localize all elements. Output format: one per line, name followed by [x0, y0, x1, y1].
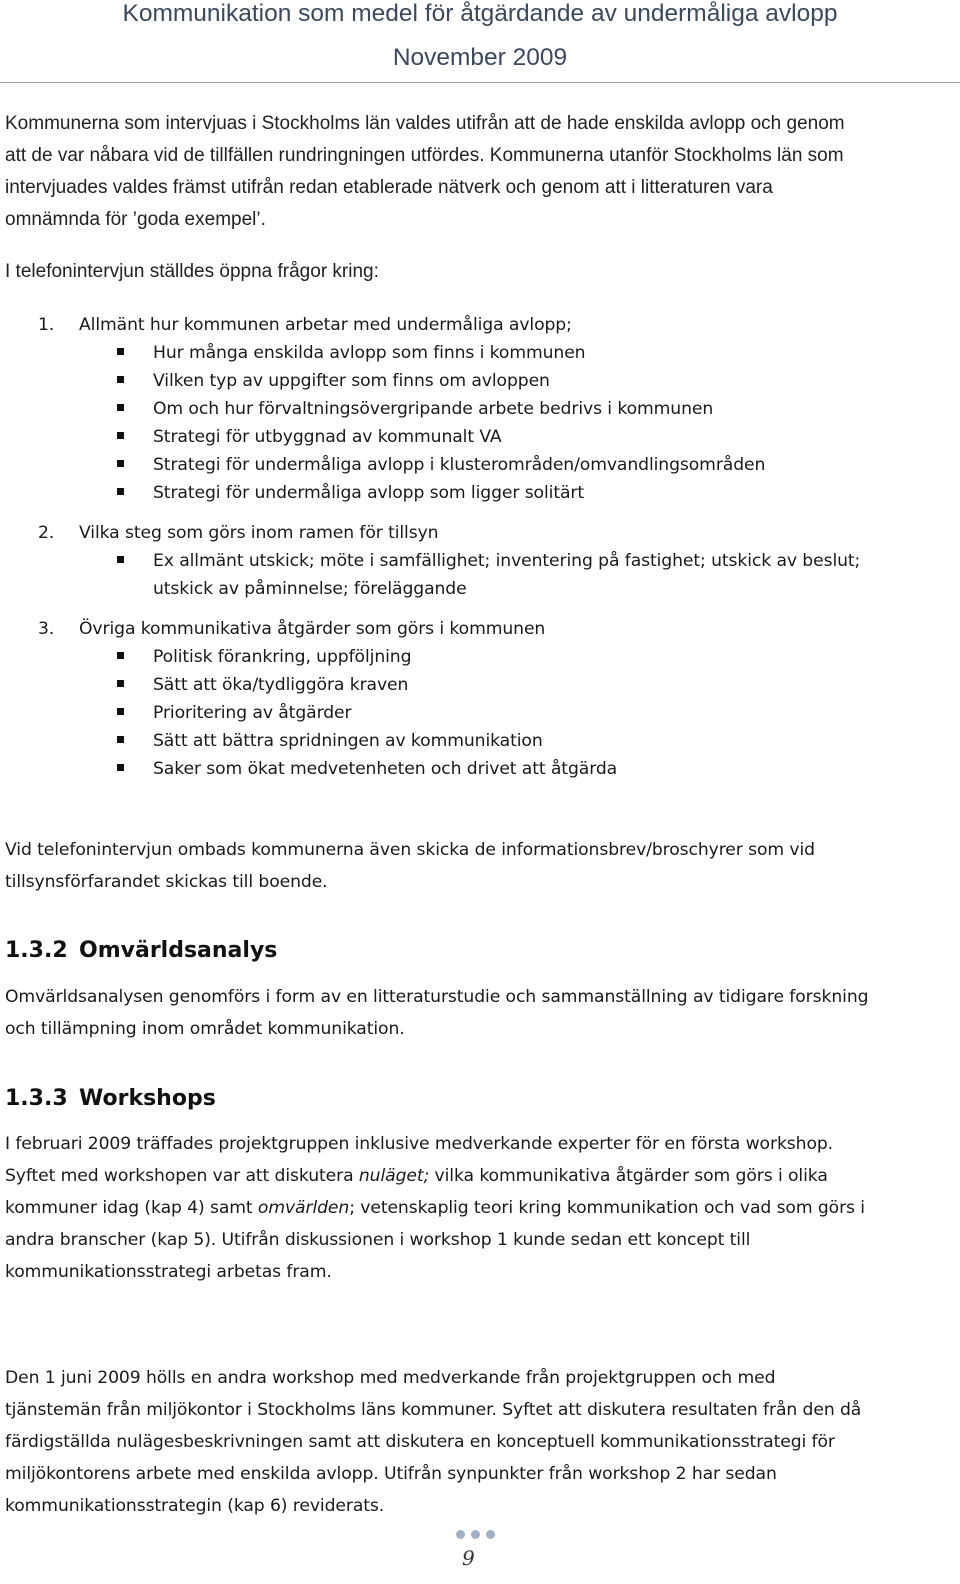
paragraph-line: färdigställda nulägesbeskrivningen samt att diskutera en konceptuell kommunikationsstrategi för: [5, 1432, 835, 1452]
paragraph-line: miljökontorens arbete med enskilda avlopp. Utifrån synpunkter från workshop 2 har sedan: [5, 1464, 777, 1484]
question-text: Övriga kommunikativa åtgärder som görs i kommunen: [79, 619, 546, 639]
paragraph-line: kommuner idag (kap 4) samt omvärlden; vetenskaplig teori kring kommunikation och vad som görs i: [5, 1198, 865, 1218]
section-number: 1.3.2: [5, 938, 68, 963]
section-title: Workshops: [79, 1086, 216, 1111]
footer-dot: [486, 1530, 495, 1539]
bullet-marker: [117, 680, 124, 687]
paragraph-line: I februari 2009 träffades projektgruppen inklusive medverkande experter för en första workshop.: [5, 1134, 834, 1154]
list-item: Strategi för utbyggnad av kommunalt VA: [153, 427, 502, 447]
paragraph-line: Den 1 juni 2009 hölls en andra workshop med medverkande från projektgruppen och med: [5, 1368, 776, 1388]
emphasis-nulaget: nuläget;: [358, 1166, 430, 1186]
paragraph-line: Syftet med workshopen var att diskutera nuläget; vilka kommunikativa åtgärder som görs i olika: [5, 1166, 828, 1186]
list-item-continuation: utskick av påminnelse; föreläggande: [153, 579, 467, 599]
list-item: Prioritering av åtgärder: [153, 703, 352, 723]
footer-dot: [456, 1530, 465, 1539]
footer-dots: [456, 1530, 495, 1539]
list-item: Vilken typ av uppgifter som finns om avloppen: [153, 371, 550, 391]
bullet-marker: [117, 460, 124, 467]
list-item: Strategi för undermåliga avlopp som ligger solitärt: [153, 483, 584, 503]
page-number: 9: [462, 1546, 475, 1570]
bullet-marker: [117, 404, 124, 411]
intro-line-2: att de var nåbara vid de tillfällen rundringningen utfördes. Kommunerna utanför Stockholms län som: [5, 145, 844, 166]
question-number: 1.: [38, 315, 55, 335]
intro-line-3: intervjuades valdes främst utifrån redan etablerade nätverk och genom att i litteraturen vara: [5, 177, 773, 198]
bullet-marker: [117, 556, 124, 563]
bullet-marker: [117, 652, 124, 659]
bullet-marker: [117, 764, 124, 771]
bullet-marker: [117, 432, 124, 439]
list-item: Saker som ökat medvetenheten och drivet att åtgärda: [153, 759, 618, 779]
question-text: Allmänt hur kommunen arbetar med undermåliga avlopp;: [79, 315, 572, 335]
paragraph-line: kommunikationsstrategin (kap 6) reviderats.: [5, 1496, 385, 1516]
questions-intro: I telefonintervjun ställdes öppna frågor kring:: [5, 261, 379, 282]
document-title: Kommunikation som medel för åtgärdande av undermåliga avlopp: [122, 0, 838, 27]
paragraph-line: Omvärldsanalysen genomförs i form av en litteraturstudie och sammanställning av tidigare forskning: [5, 987, 869, 1007]
list-item: Hur många enskilda avlopp som finns i kommunen: [153, 343, 586, 363]
section-number: 1.3.3: [5, 1086, 68, 1111]
bullet-marker: [117, 736, 124, 743]
paragraph-line: Vid telefonintervjun ombads kommunerna även skicka de informationsbrev/broschyrer som vid: [5, 840, 815, 860]
paragraph-line: och tillämpning inom området kommunikation.: [5, 1019, 405, 1039]
question-text: Vilka steg som görs inom ramen för tillsyn: [79, 523, 439, 543]
intro-line-4: omnämnda för ’goda exempel’.: [5, 209, 266, 230]
header-divider: [0, 82, 960, 83]
bullet-marker: [117, 348, 124, 355]
bullet-marker: [117, 488, 124, 495]
list-item: Sätt att bättra spridningen av kommunikation: [153, 731, 543, 751]
paragraph-line: andra branscher (kap 5). Utifrån diskussionen i workshop 1 kunde sedan ett koncept till: [5, 1230, 751, 1250]
paragraph-line: tjänstemän från miljökontor i Stockholms läns kommuner. Syftet att diskutera resultaten från den då: [5, 1400, 862, 1420]
bullet-marker: [117, 708, 124, 715]
question-number: 3.: [38, 619, 55, 639]
list-item: Om och hur förvaltningsövergripande arbete bedrivs i kommunen: [153, 399, 714, 419]
emphasis-omvarlden: omvärlden: [257, 1198, 350, 1218]
paragraph-line: kommunikationsstrategi arbetas fram.: [5, 1262, 332, 1282]
document-date: November 2009: [392, 44, 568, 71]
paragraph-line: tillsynsförfarandet skickas till boende.: [5, 872, 328, 892]
intro-line-1: Kommunerna som intervjuas i Stockholms län valdes utifrån att de hade enskilda avlopp och genom: [5, 113, 845, 134]
footer-dot: [471, 1530, 480, 1539]
list-item: Strategi för undermåliga avlopp i klusterområden/omvandlingsområden: [153, 455, 766, 475]
bullet-marker: [117, 376, 124, 383]
section-heading-omvarldsanalys: [5, 938, 277, 963]
section-title: Omvärldsanalys: [79, 938, 278, 963]
list-item: Ex allmänt utskick; möte i samfällighet; inventering på fastighet; utskick av beslut;: [153, 551, 861, 571]
list-item: Politisk förankring, uppföljning: [153, 647, 412, 667]
section-heading-workshops: [5, 1086, 216, 1111]
list-item: Sätt att öka/tydliggöra kraven: [153, 675, 409, 695]
question-number: 2.: [38, 523, 55, 543]
